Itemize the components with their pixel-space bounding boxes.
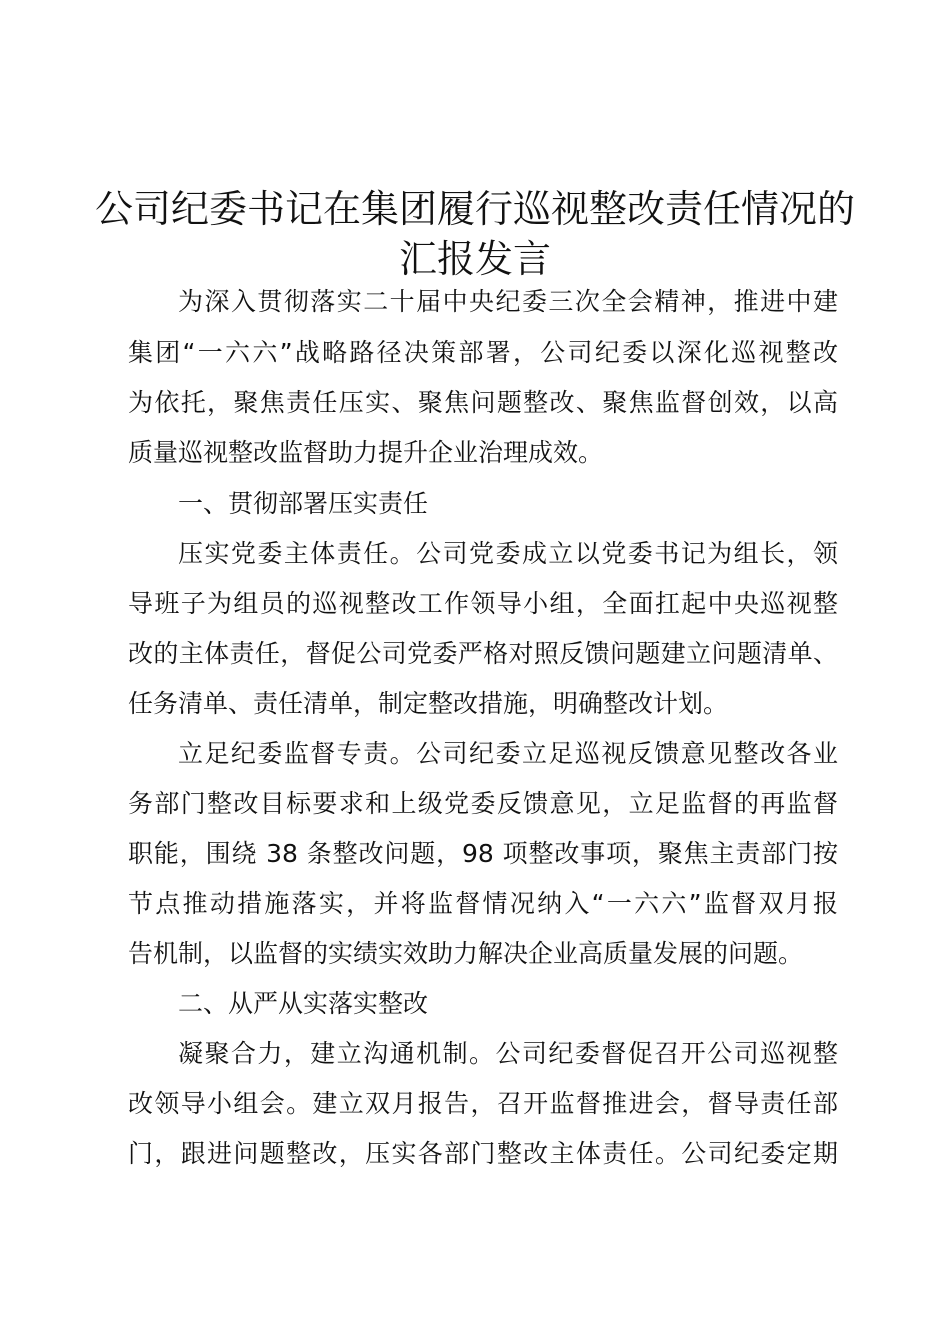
paragraph-line: 节点推动措施落实，并将监督情况纳入“一六六”监督双月报	[128, 889, 838, 918]
paragraph-line: 告机制，以监督的实绩实效助力解决企业高质量发展的问题。	[128, 939, 804, 968]
paragraph-line: 凝聚合力，建立沟通机制。公司纪委督促召开公司巡视整	[178, 1039, 838, 1068]
document-title-line-1: 公司纪委书记在集团履行巡视整改责任情况的	[94, 187, 855, 231]
paragraph-line: 为深入贯彻落实二十届中央纪委三次全会精神，推进中建	[178, 287, 838, 316]
paragraph-line: 务部门整改目标要求和上级党委反馈意见，立足监督的再监督	[128, 789, 838, 818]
paragraph-line: 立足纪委监督专责。公司纪委立足巡视反馈意见整改各业	[178, 739, 838, 768]
paragraph-line: 改的主体责任，督促公司党委严格对照反馈问题建立问题清单、	[128, 639, 838, 668]
paragraph-line: 职能，围绕 38 条整改问题，98 项整改事项，聚焦主责部门按	[128, 839, 838, 868]
section-heading: 一、贯彻部署压实责任	[178, 489, 429, 518]
paragraph-line: 导班子为组员的巡视整改工作领导小组，全面扛起中央巡视整	[128, 589, 838, 618]
paragraph-line: 任务清单、责任清单，制定整改措施，明确整改计划。	[128, 689, 729, 718]
section-heading: 二、从严从实落实整改	[178, 989, 429, 1018]
paragraph-line: 质量巡视整改监督助力提升企业治理成效。	[128, 438, 604, 467]
paragraph-line: 改领导小组会。建立双月报告，召开监督推进会，督导责任部	[128, 1089, 838, 1118]
paragraph-line: 集团“一六六”战略路径决策部署，公司纪委以深化巡视整改	[128, 338, 838, 367]
paragraph-line: 门，跟进问题整改，压实各部门整改主体责任。公司纪委定期	[128, 1139, 838, 1168]
paragraph-line: 为依托，聚焦责任压实、聚焦问题整改、聚焦监督创效，以高	[128, 388, 838, 417]
paragraph-line: 压实党委主体责任。公司党委成立以党委书记为组长，领	[178, 539, 838, 568]
document-title-line-2: 汇报发言	[398, 237, 551, 281]
